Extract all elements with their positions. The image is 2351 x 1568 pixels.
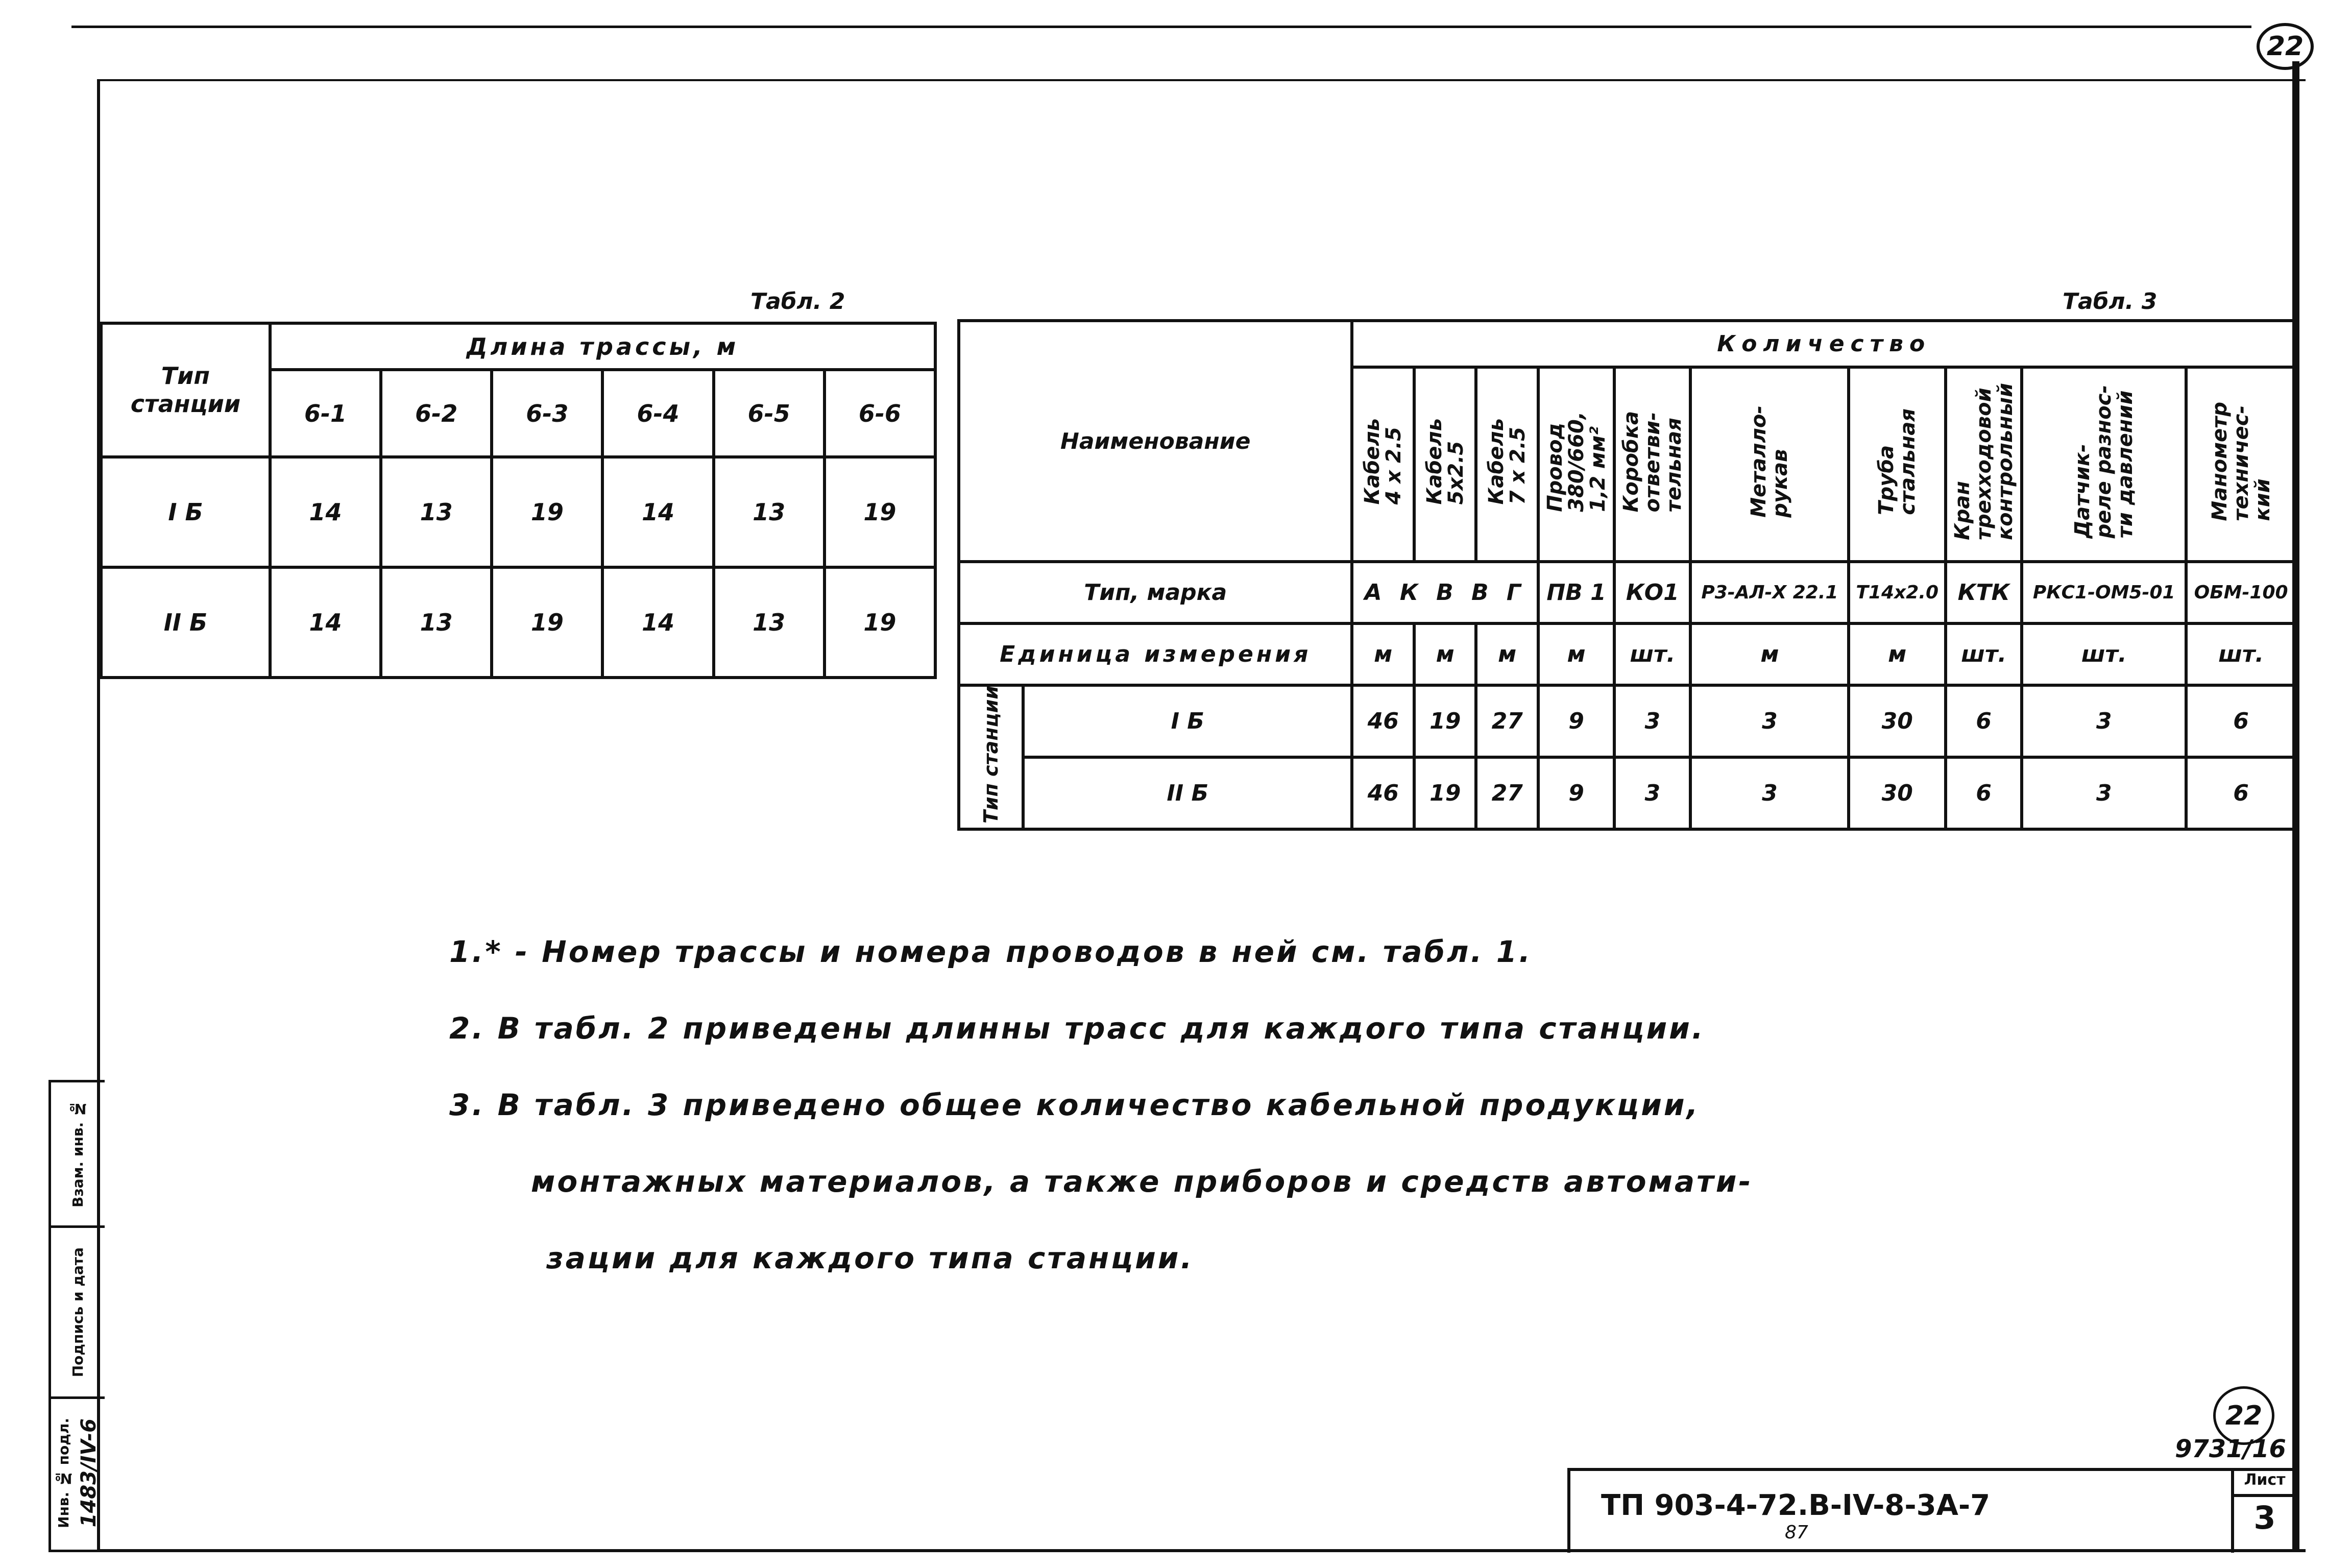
table-row — [959, 685, 2296, 757]
quantity-cell: 9 — [1538, 685, 1614, 757]
quantity-cell: 6 — [1946, 757, 2022, 829]
station-type-cell: I Б — [1023, 685, 1352, 757]
tab2-header-length: Длина трассы, м — [270, 323, 935, 370]
unit-label: Единица измерения — [959, 623, 1352, 685]
item-header: Металло- рукав — [1690, 367, 1849, 562]
note-line: 1.* - Номер трассы и номера проводов в ней см. табл. 1. — [449, 934, 1533, 969]
note-line: 3. В табл. 3 приведено общее количество кабельной продукции, — [449, 1088, 1700, 1122]
route-header: 6-5 — [714, 370, 825, 457]
type-cable: А К В В Г — [1352, 562, 1538, 623]
item-header: Датчик- реле разнос- ти давлений — [2022, 367, 2186, 562]
quantity-cell: 3 — [1690, 685, 1849, 757]
length-cell: 13 — [714, 457, 825, 567]
item-header: Манометр техничес- кий — [2186, 367, 2296, 562]
type-wire: ПВ 1 — [1538, 562, 1614, 623]
item-header: Труба стальная — [1849, 367, 1946, 562]
length-cell: 14 — [270, 457, 381, 567]
type-box: КО1 — [1614, 562, 1690, 623]
length-cell: 19 — [492, 567, 602, 678]
route-header: 6-3 — [492, 370, 602, 457]
table-row — [101, 457, 935, 567]
quantity-cell: 3 — [1690, 757, 1849, 829]
route-header: 6-6 — [825, 370, 935, 457]
item-header: Кран трехходовой контрольный — [1946, 367, 2022, 562]
unit-cell: м — [1690, 623, 1849, 685]
note-line: монтажных материалов, а также приборов и средств автомати- — [531, 1164, 1753, 1199]
tab3-header-name: Наименование — [959, 321, 1352, 562]
quantity-cell: 30 — [1849, 685, 1946, 757]
route-header: 6-4 — [602, 370, 713, 457]
length-cell: 13 — [714, 567, 825, 678]
handwritten-number: 9731/16 — [2175, 1435, 2286, 1463]
quantity-cell: 46 — [1352, 685, 1414, 757]
length-cell: 14 — [602, 567, 713, 678]
quantity-cell: 6 — [2186, 685, 2296, 757]
approval-stamp-strip — [49, 1080, 105, 1552]
quantity-cell: 3 — [1614, 685, 1690, 757]
unit-cell: м — [1538, 623, 1614, 685]
quantity-cell: 6 — [1946, 685, 2022, 757]
document-subscript: 87 — [1785, 1522, 1808, 1543]
title-block — [1567, 1468, 2260, 1553]
table-row — [959, 757, 2296, 829]
quantity-cell: 6 — [2186, 757, 2296, 829]
length-cell: 14 — [602, 457, 713, 567]
type-gauge: ОБМ-100 — [2186, 562, 2296, 623]
length-cell: 19 — [825, 457, 935, 567]
route-length-table — [100, 322, 937, 679]
stamp-sign-date: Подпись и дата — [51, 1228, 105, 1399]
item-header: Коробка ответви- тельная — [1614, 367, 1690, 562]
quantity-cell: 3 — [1614, 757, 1690, 829]
sheet-circle-number: 22 — [2213, 1386, 2274, 1445]
length-cell: 19 — [825, 567, 935, 678]
unit-cell: шт. — [1946, 623, 2022, 685]
unit-cell: шт. — [2186, 623, 2296, 685]
sheet-label: Лист — [2234, 1471, 2295, 1497]
quantity-cell: 3 — [2022, 757, 2186, 829]
unit-cell: шт. — [1614, 623, 1690, 685]
tab2-header-station-type: Тип станции — [101, 323, 270, 457]
corner-page-number: 22 — [2257, 23, 2314, 70]
quantity-cell: 30 — [1849, 757, 1946, 829]
unit-cell: м — [1352, 623, 1414, 685]
route-header: 6-2 — [381, 370, 492, 457]
station-type-cell: I Б — [101, 457, 270, 567]
quantity-cell: 27 — [1476, 685, 1538, 757]
type-pipe: Т14х2.0 — [1849, 562, 1946, 623]
length-cell: 14 — [270, 567, 381, 678]
item-header: Провод 380/660, 1,2 мм² — [1538, 367, 1614, 562]
type-valve: КТК — [1946, 562, 2022, 623]
station-type-cell: II Б — [1023, 757, 1352, 829]
note-line: зации для каждого типа станции. — [546, 1241, 1194, 1275]
note-line: 2. В табл. 2 приведены длинны трасс для каждого типа станции. — [449, 1011, 1705, 1046]
material-quantity-table — [957, 319, 2297, 831]
tab2-caption: Табл. 2 — [750, 288, 845, 315]
item-header: Кабель 5х2.5 — [1414, 367, 1476, 562]
route-header: 6-1 — [270, 370, 381, 457]
table-row — [101, 567, 935, 678]
stamp-replace-inv: Взам. инв. № — [51, 1082, 105, 1228]
unit-cell: шт. — [2022, 623, 2186, 685]
unit-cell: м — [1414, 623, 1476, 685]
stamp-inv-number: Инв. № подл. 1483/IV-6 — [55, 1418, 101, 1528]
top-border-line — [71, 26, 2251, 28]
table-row — [959, 623, 2296, 685]
unit-cell: м — [1849, 623, 1946, 685]
unit-cell: м — [1476, 623, 1538, 685]
document-code: ТП 903-4-72.В-IV-8-3А-7 — [1601, 1489, 1991, 1522]
quantity-cell: 19 — [1414, 757, 1476, 829]
type-relay: РКС1-ОМ5-01 — [2022, 562, 2186, 623]
sheet-number: 3 — [2253, 1499, 2276, 1536]
sheet-box — [2231, 1468, 2295, 1553]
table-row — [959, 562, 2296, 623]
quantity-cell: 27 — [1476, 757, 1538, 829]
station-type-label: Тип станции — [959, 685, 1023, 829]
item-header: Кабель 7 х 2.5 — [1476, 367, 1538, 562]
length-cell: 13 — [381, 457, 492, 567]
tab3-header-quantity: Количество — [1352, 321, 2296, 367]
quantity-cell: 19 — [1414, 685, 1476, 757]
quantity-cell: 3 — [2022, 685, 2186, 757]
item-header: Кабель 4 х 2.5 — [1352, 367, 1414, 562]
type-hose: Р3-АЛ-Х 22.1 — [1690, 562, 1849, 623]
quantity-cell: 9 — [1538, 757, 1614, 829]
length-cell: 19 — [492, 457, 602, 567]
quantity-cell: 46 — [1352, 757, 1414, 829]
tab3-caption: Табл. 3 — [2063, 288, 2158, 315]
station-type-cell: II Б — [101, 567, 270, 678]
length-cell: 13 — [381, 567, 492, 678]
type-label: Тип, марка — [959, 562, 1352, 623]
